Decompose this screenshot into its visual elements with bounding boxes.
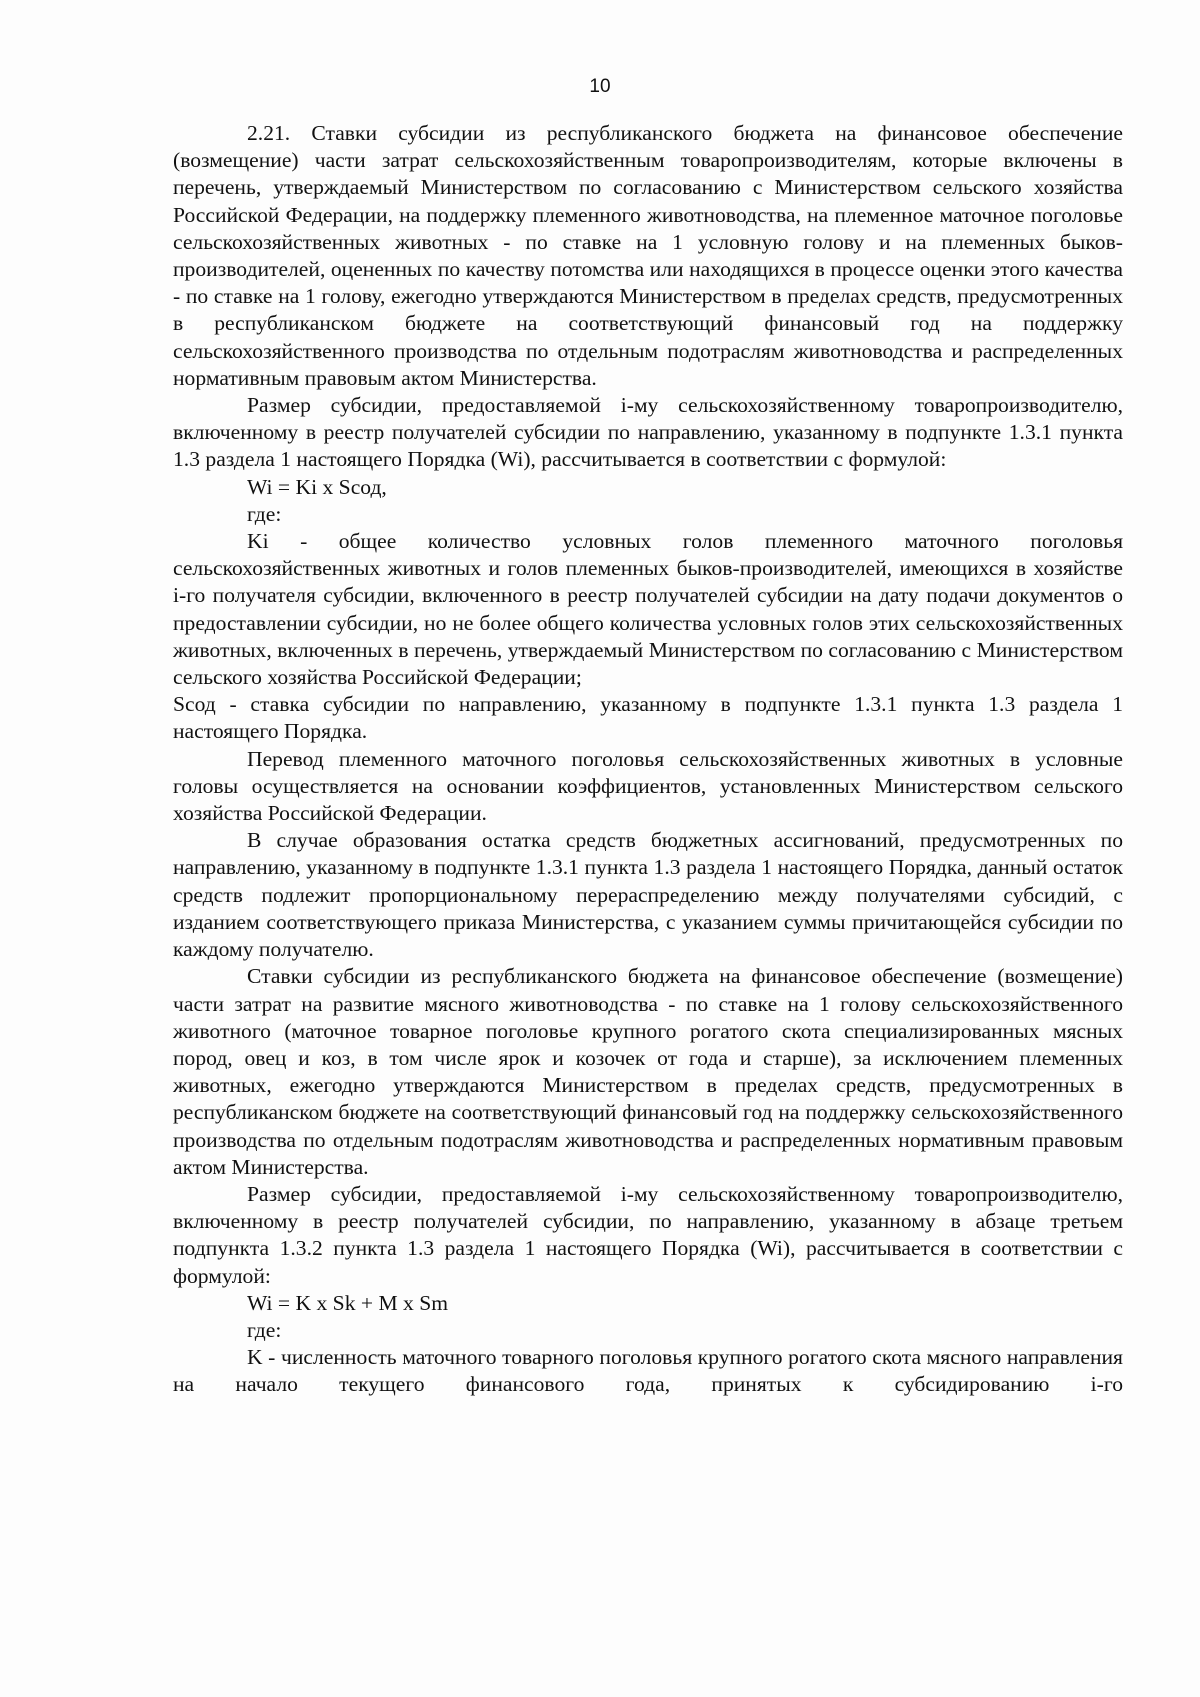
page-number: 10	[589, 76, 611, 97]
paragraph-subsidy-size-meat: Размер субсидии, предоставляемой i-му сельскохозяйственному товаропроизводителю, включенному в реестр получателей субсидии, по направлению, указанному в абзаце третьем подпункта 1.3.2 пункта 1.3 раздела 1 настоящего Порядка (Wi), рассчитывается в соответствии с формулой:	[173, 1181, 1123, 1288]
paragraph-2-21-rates: 2.21. Ставки субсидии из республиканского бюджета на финансовое обеспечение (возмещение) части затрат сельскохозяйственным товаропроизводителям, которые включены в перечень, утверждаемый Министерством по согласованию с Министерством сельского хозяйства Российской Федерации, на поддержку племенного животноводства, на племенное маточное поголовье сельскохозяйственных животных - по ставке на 1 условную голову и на племенных быков-производителей, оцененных по качеству потомства или находящихся в процессе оценки этого качества - по ставке на 1 голову, ежегодно утверждаются Министерством в пределах средств, предусмотренных в республиканском бюджете на соответствующий финансовый год на поддержку сельскохозяйственного производства по отдельным подотраслям животноводства и распределенных нормативным правовым актом Министерства.	[173, 121, 1123, 390]
paragraph-subsidy-size-breeding: Размер субсидии, предоставляемой i-му сельскохозяйственному товаропроизводителю, включенному в реестр получателей субсидии по направлению, указанному в подпункте 1.3.1 пункта 1.3 раздела 1 настоящего Порядка (Wi), рассчитывается в соответствии с формулой:	[173, 393, 1123, 472]
definition-k: K - численность маточного товарного поголовья крупного рогатого скота мясного направления на начало текущего финансового года, принятых к субсидированию i-го	[173, 1345, 1123, 1397]
document-body	[173, 120, 1123, 1399]
paragraph-meat-rates: Ставки субсидии из республиканского бюджета на финансовое обеспечение (возмещение) части затрат на развитие мясного животноводства - по ставке на 1 голову сельскохозяйственного животного (маточное товарное поголовье крупного рогатого скота специализированных мясных пород, овец и коз, в том числе ярок и козочек от года и старше), за исключением племенных животных, ежегодно утверждаются Министерством в пределах средств, предусмотренных в республиканском бюджете на соответствующий финансовый год на поддержку сельскохозяйственного производства по отдельным подотраслям животноводства и распределенных нормативным правовым актом Министерства.	[173, 964, 1123, 1179]
formula-wi-k-m: Wi = K x Sk + M x Sm	[247, 1290, 449, 1315]
paragraph-remainder: В случае образования остатка средств бюджетных ассигнований, предусмотренных по направлению, указанному в подпункте 1.3.1 пункта 1.3 раздела 1 настоящего Порядка, данный остаток средств подлежит пропорциональному перераспределению между получателями субсидий, с изданием соответствующего приказа Министерства, с указанием суммы причитающейся субсидии по каждому получателю.	[173, 828, 1123, 962]
paragraph-conversion: Перевод племенного маточного поголовья сельскохозяйственных животных в условные головы осуществляется на основании коэффициентов, установленных Министерством сельского хозяйства Российской Федерации.	[173, 746, 1123, 826]
definition-scod: Sсод - ставка субсидии по направлению, указанному в подпункте 1.3.1 пункта 1.3 раздела 1 настоящего Порядка.	[173, 692, 1123, 744]
definition-ki: Ki - общее количество условных голов племенного маточного поголовья сельскохозяйственных животных и голов племенных быков-производителей, имеющихся в хозяйстве i-го получателя субсидии, включенного в реестр получателей субсидии на дату подачи документов о предоставлении субсидии, но не более общего количества условных голов этих сельскохозяйственных животных, включенных в перечень, утверждаемый Министерством по согласованию с Министерством сельского хозяйства Российской Федерации;	[173, 529, 1123, 690]
formula-wi-ki: Wi = Ki x Sсод,	[247, 474, 387, 499]
formula-where-label: где:	[247, 501, 282, 526]
formula-where-label-2: где:	[247, 1317, 282, 1342]
